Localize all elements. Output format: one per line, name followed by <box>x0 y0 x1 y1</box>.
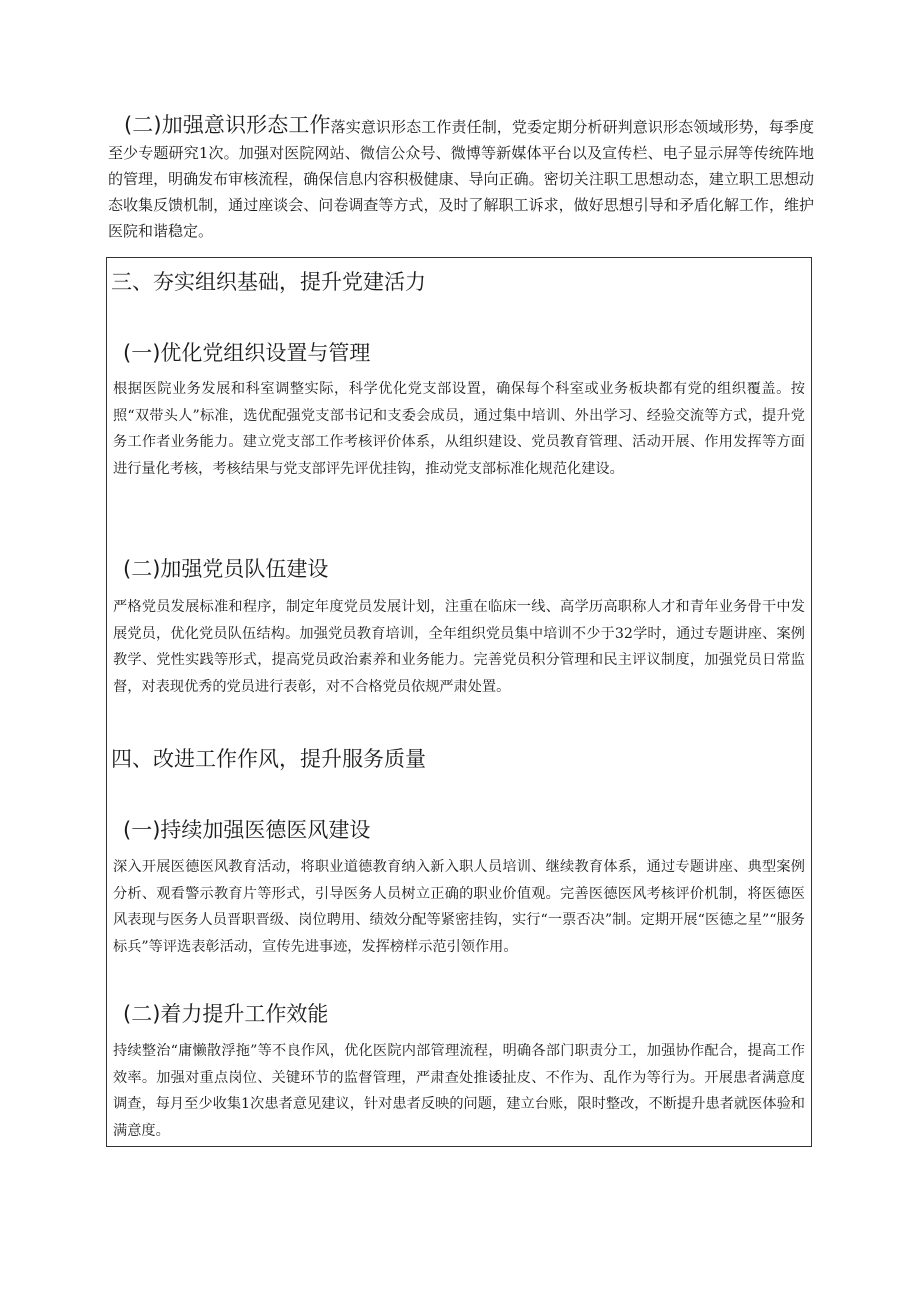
section3-sub1-heading: (一)优化党组织设置与管理 <box>123 341 371 365</box>
section3-sub2-heading: (二)加强党员队伍建设 <box>123 557 329 581</box>
section4-heading: 四、改进工作作风，提升服务质量 <box>111 747 426 771</box>
content-box <box>106 257 812 1147</box>
section3-heading: 三、夯实组织基础，提升党建活力 <box>111 270 426 294</box>
section4-sub1-heading: (一)持续加强医德医风建设 <box>123 818 371 842</box>
section4-sub2-heading: (二)着力提升工作效能 <box>123 1002 329 1026</box>
intro-paragraph <box>108 112 814 244</box>
intro-text: 落实意识形态工作责任制，党委定期分析研判意识形态领域形势，每季度至少专题研究1次。加强对医院网站、微信公众号、微博等新媒体平台以及宣传栏、电子显示屏等传统阵地的管理，明确发布审核流程，确保信息内容积极健康、导向正确。密切关注职工思想动态，建立职工思想动态收集反馈机制，通过座谈会、问卷调查等方式，及时了解职工诉求，做好思想引导和矛盾化解工作，维护医院和谐稳定。 <box>108 118 814 240</box>
section3-sub2-text: 严格党员发展标准和程序，制定年度党员发展计划，注重在临床一线、高学历高职称人才和青年业务骨干中发展党员，优化党员队伍结构。加强党员教育培训，全年组织党员集中培训不少于32学时，通过专题讲座、案例教学、党性实践等形式，提高党员政治素养和业务能力。完善党员积分管理和民主评议制度，加强党员日常监督，对表现优秀的党员进行表彰，对不合格党员依规严肃处置。 <box>113 599 805 695</box>
intro-heading: (二)加强意识形态工作 <box>124 113 331 137</box>
section3-sub1-text: 根据医院业务发展和科室调整实际，科学优化党支部设置，确保每个科室或业务板块都有党的组织覆盖。按照“双带头人”标准，选优配强党支部书记和支委会成员，通过集中培训、外出学习、经验交流等方式，提升党务工作者业务能力。建立党支部工作考核评价体系，从组织建设、党员教育管理、活动开展、作用发挥等方面进行量化考核，考核结果与党支部评先评优挂钩，推动党支部标准化规范化建设。 <box>113 381 805 477</box>
section4-sub2-text: 持续整治“庸懒散浮拖”等不良作风，优化医院内部管理流程，明确各部门职责分工，加强协作配合，提高工作效率。加强对重点岗位、关键环节的监督管理，严肃查处推诿扯皮、不作为、乱作为等行为。开展患者满意度调查，每月至少收集1次患者意见建议，针对患者反映的问题，建立台账，限时整改，不断提升患者就医体验和满意度。 <box>113 1043 805 1139</box>
section4-sub1-text: 深入开展医德医风教育活动，将职业道德教育纳入新入职人员培训、继续教育体系，通过专题讲座、典型案例分析、观看警示教育片等形式，引导医务人员树立正确的职业价值观。完善医德医风考核评价机制，将医德医风表现与医务人员晋职晋级、岗位聘用、绩效分配等紧密挂钩，实行“一票否决”制。定期开展“医德之星”“服务标兵”等评选表彰活动，宣传先进事迹，发挥榜样示范引领作用。 <box>113 859 805 955</box>
